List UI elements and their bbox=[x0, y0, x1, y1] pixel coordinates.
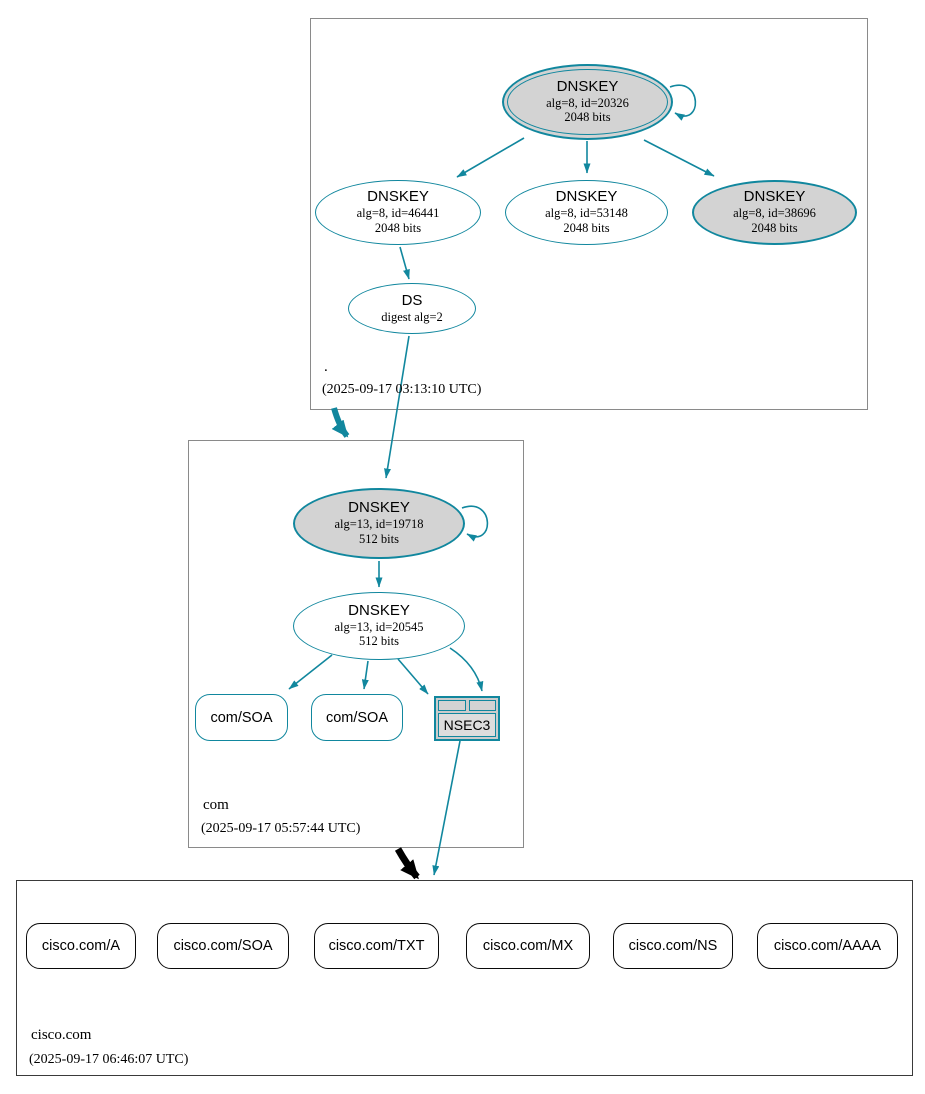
node-dnskey-20545[interactable] bbox=[293, 592, 465, 660]
node-title: DS bbox=[401, 291, 423, 309]
node-rrset-cisco-aaaa[interactable] bbox=[757, 923, 898, 969]
node-title: DNSKEY bbox=[348, 601, 410, 619]
node-title: DNSKEY bbox=[367, 188, 429, 206]
rrset-label: cisco.com/AAAA bbox=[773, 938, 882, 954]
zone-label-root: . bbox=[324, 359, 328, 375]
node-rrset-com-soa-1[interactable] bbox=[195, 694, 288, 741]
nsec3-cell-right bbox=[469, 700, 497, 711]
node-title: DNSKEY bbox=[556, 77, 619, 95]
node-detail-bits: 2048 bits bbox=[374, 220, 422, 235]
node-detail-alg-id: alg=8, id=46441 bbox=[356, 206, 440, 221]
rrset-label: cisco.com/MX bbox=[482, 938, 574, 954]
node-ds-root[interactable] bbox=[348, 283, 476, 334]
node-title: DNSKEY bbox=[348, 499, 410, 517]
node-nsec3[interactable] bbox=[434, 696, 500, 741]
node-detail-alg-id: alg=8, id=53148 bbox=[545, 206, 628, 221]
nsec3-cell-left bbox=[438, 700, 466, 711]
node-dnskey-38696[interactable] bbox=[692, 180, 857, 245]
rrset-label: cisco.com/A bbox=[41, 938, 121, 954]
rrset-label: cisco.com/NS bbox=[628, 938, 718, 954]
edge-root-to-com-delegation bbox=[334, 408, 347, 436]
node-title: DNSKEY bbox=[743, 188, 806, 206]
node-detail-alg-id: alg=8, id=38696 bbox=[733, 206, 816, 221]
zone-timestamp-com: (2025-09-17 05:57:44 UTC) bbox=[201, 821, 361, 836]
rrset-label: cisco.com/TXT bbox=[328, 938, 425, 954]
node-dnskey-53148[interactable] bbox=[505, 180, 668, 245]
node-dnskey-19718-ksk[interactable] bbox=[293, 488, 465, 559]
rrset-label: com/SOA bbox=[325, 709, 389, 726]
node-rrset-cisco-ns[interactable] bbox=[613, 923, 733, 969]
node-rrset-cisco-txt[interactable] bbox=[314, 923, 439, 969]
rrset-label: cisco.com/SOA bbox=[173, 938, 273, 954]
rrset-label: com/SOA bbox=[210, 709, 273, 726]
node-rrset-com-soa-2[interactable] bbox=[311, 694, 403, 741]
node-detail-bits: 2048 bits bbox=[563, 220, 610, 235]
node-detail-alg-id: alg=13, id=20545 bbox=[334, 619, 424, 634]
edge-com-to-cisco-insecure-delegation bbox=[398, 849, 417, 877]
node-detail-bits: 2048 bits bbox=[751, 220, 798, 235]
nsec3-cells bbox=[438, 700, 496, 711]
node-dnskey-20326-ksk[interactable] bbox=[502, 64, 673, 140]
zone-label-cisco: cisco.com bbox=[31, 1027, 92, 1043]
node-title: DNSKEY bbox=[555, 188, 618, 206]
node-detail-bits: 512 bits bbox=[359, 634, 399, 649]
node-detail-alg-id: alg=13, id=19718 bbox=[334, 517, 424, 532]
node-detail-bits: 512 bits bbox=[359, 531, 399, 546]
node-detail-alg-id: alg=8, id=20326 bbox=[546, 95, 629, 110]
node-detail-bits: 2048 bits bbox=[564, 110, 611, 125]
node-rrset-cisco-soa[interactable] bbox=[157, 923, 289, 969]
zone-label-com: com bbox=[203, 797, 229, 813]
nsec3-label: NSEC3 bbox=[438, 713, 496, 737]
node-dnskey-46441[interactable] bbox=[315, 180, 481, 245]
node-rrset-cisco-a[interactable] bbox=[26, 923, 136, 969]
zone-box-cisco bbox=[16, 880, 913, 1076]
zone-timestamp-root: (2025-09-17 03:13:10 UTC) bbox=[322, 382, 482, 397]
node-detail-digest: digest alg=2 bbox=[381, 309, 443, 324]
zone-timestamp-cisco: (2025-09-17 06:46:07 UTC) bbox=[29, 1052, 189, 1067]
node-rrset-cisco-mx[interactable] bbox=[466, 923, 590, 969]
